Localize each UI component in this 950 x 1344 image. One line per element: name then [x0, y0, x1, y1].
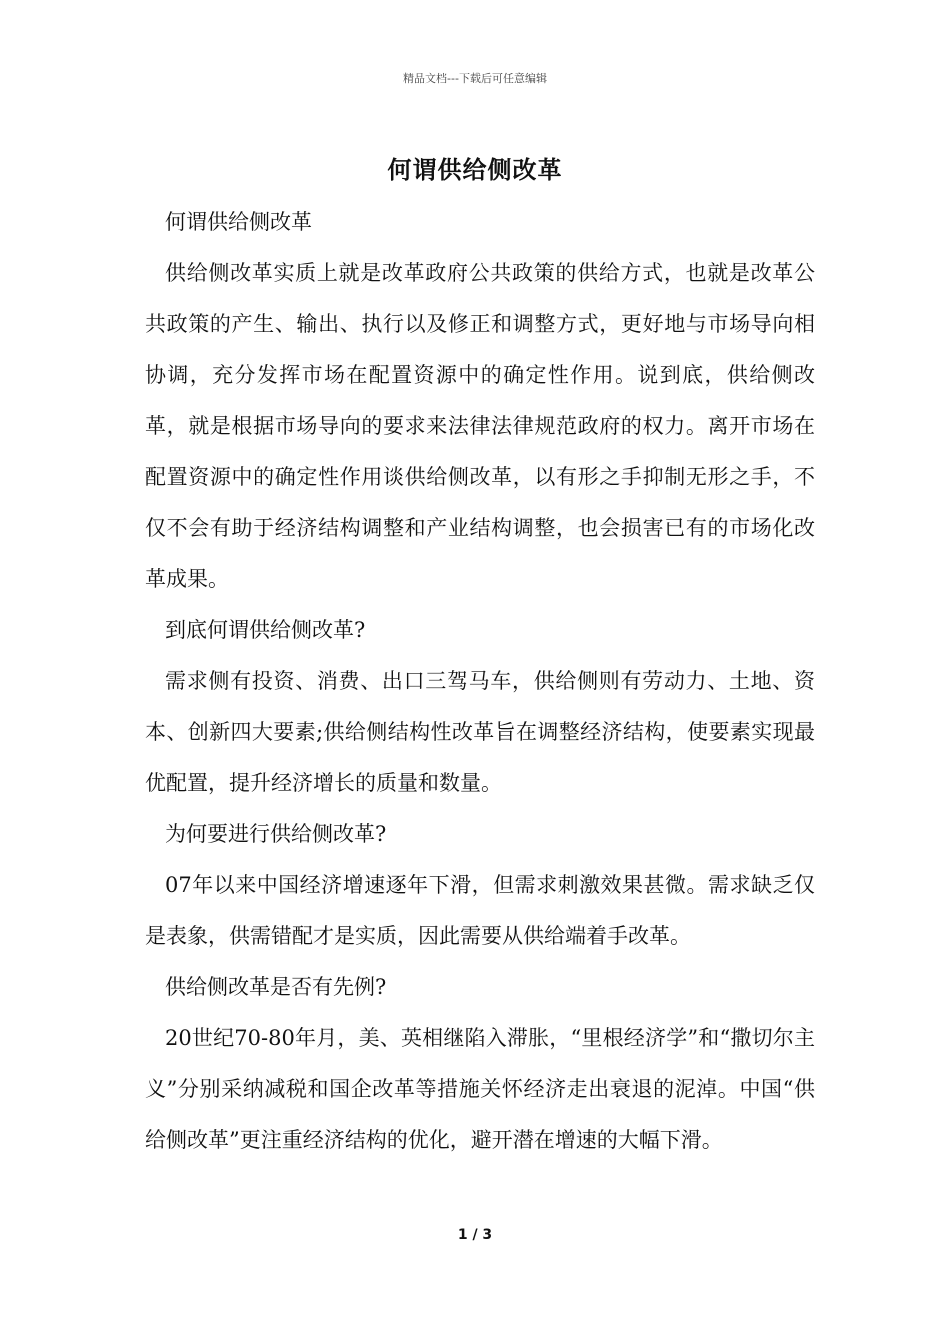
body-paragraph: 供给侧改革实质上就是改革政府公共政策的供给方式，也就是改革公共政策的产生、输出、执行以及修正和调整方式，更好地与市场导向相协调，充分发挥市场在配置资源中的确定性作用。说到底，供给侧改革，就是根据市场导向的要求来法律法律规范政府的权力。离开市场在配置资源中的确定性作用谈供给侧改革，以有形之手抑制无形之手，不仅不会有助于经济结构调整和产业结构调整，也会损害已有的市场化改革成果。 — [145, 261, 815, 591]
body-paragraph: 07年以来中国经济增速逐年下滑，但需求刺激效果甚微。需求缺乏仅是表象，供需错配才是实质，因此需要从供给端着手改革。 — [145, 873, 815, 948]
page-header: 精品文档---下载后可任意编辑 — [403, 72, 547, 85]
section-heading: 何谓供给侧改革 — [165, 210, 312, 234]
document-title: 何谓供给侧改革 — [387, 155, 563, 184]
body-paragraph: 需求侧有投资、消费、出口三驾马车，供给侧则有劳动力、土地、资本、创新四大要素;供给侧结构性改革旨在调整经济结构，使要素实现最优配置，提升经济增长的质量和数量。 — [145, 669, 815, 795]
body-paragraph: 20世纪70-80年月，美、英相继陷入滞胀，“里根经济学”和“撒切尔主义”分别采纳减税和国企改革等措施关怀经济走出衰退的泥淖。中国“供给侧改革”更注重经济结构的优化，避开潜在增速的大幅下滑。 — [145, 1026, 815, 1152]
section-heading: 为何要进行供给侧改革? — [165, 822, 387, 846]
page-number: 1 / 3 — [457, 1227, 493, 1243]
section-heading: 供给侧改革是否有先例? — [165, 975, 387, 999]
document-body — [145, 197, 815, 1166]
section-heading: 到底何谓供给侧改革? — [165, 618, 366, 642]
